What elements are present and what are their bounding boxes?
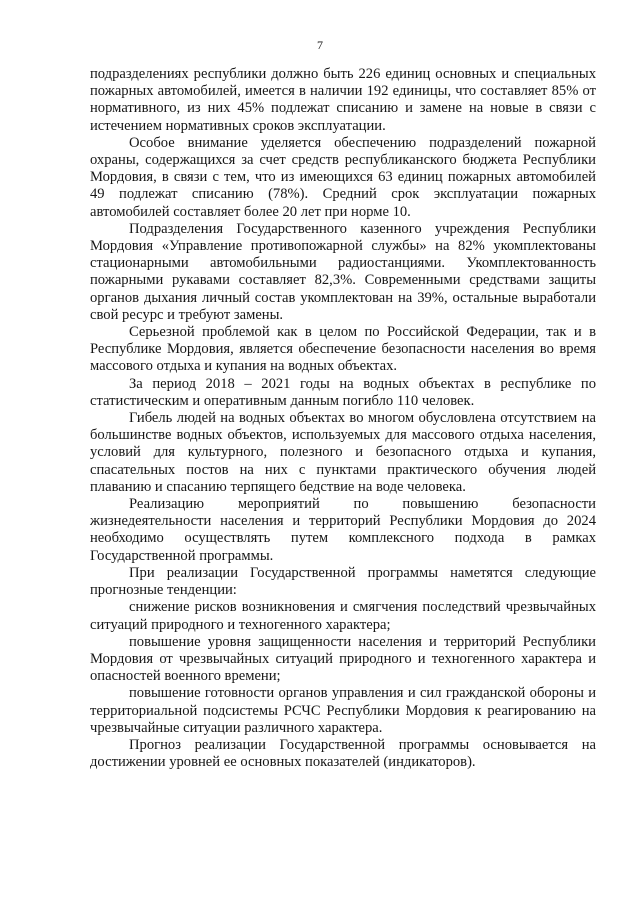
paragraph-3: Подразделения Государственного казенного учреждения Республики Мордовия «Управление противопожарной службы» на 82% укомплектованы стационарными автомобильными радиостанциями. Укомплектованность пожарными рукавами составляет 82,3%. Современными средствами защиты органов дыхания личный состав укомплектован на 39%, остальные выработали свой ресурс и требуют замены. bbox=[90, 220, 596, 323]
paragraph-1: подразделениях республики должно быть 226 единиц основных и специальных пожарных автомобилей, имеется в наличии 192 единицы, что составляет 85% от нормативного, из них 45% подлежат списанию и замене на новые в связи с истечением нормативных сроков эксплуатации. bbox=[90, 66, 596, 134]
paragraph-10: повышение уровня защищенности населения и территорий Республики Мордовия от чрезвычайных ситуаций природного и техногенного характера и опасностей военного времени; bbox=[90, 633, 596, 685]
paragraph-2: Особое внимание уделяется обеспечению подразделений пожарной охраны, содержащихся за счет средств республиканского бюджета Республики Мордовия, в связи с тем, что из имеющихся 63 единиц пожарных автомобилей 49 подлежат списанию (78%). Средний срок эксплуатации пожарных автомобилей составляет более 20 лет при норме 10. bbox=[90, 134, 596, 220]
document-body bbox=[90, 66, 596, 771]
paragraph-12: Прогноз реализации Государственной программы основывается на достижении уровней ее основных показателей (индикаторов). bbox=[90, 736, 596, 771]
page-number: 7 bbox=[317, 38, 323, 52]
paragraph-4: Серьезной проблемой как в целом по Российской Федерации, так и в Республике Мордовия, является обеспечение безопасности населения во время массового отдыха и купания на водных объектах. bbox=[90, 324, 596, 375]
paragraph-7: Реализацию мероприятий по повышению безопасности жизнедеятельности населения и территорий Республики Мордовия до 2024 необходимо осуществлять путем комплексного подхода в рамках Государственной программы. bbox=[90, 496, 596, 564]
paragraph-11: повышение готовности органов управления и сил гражданской обороны и территориальной подсистемы РСЧС Республики Мордовия к реагированию на чрезвычайные ситуации различного характера. bbox=[90, 685, 596, 736]
paragraph-8: При реализации Государственной программы наметятся следующие прогнозные тенденции: bbox=[90, 564, 596, 599]
paragraph-6: Гибель людей на водных объектах во многом обусловлена отсутствием на большинстве водных объектов, используемых для массового отдыха населения, условий для культурного, полезного и безопасного отдыха и купания, спасательных постов на них с пунктами практического обучения людей плаванию и спасанию терпящего бедствие на воде человека. bbox=[90, 410, 596, 495]
paragraph-9: снижение рисков возникновения и смягчения последствий чрезвычайных ситуаций природного и техногенного характера; bbox=[90, 599, 596, 633]
paragraph-5: За период 2018 – 2021 годы на водных объектах в республике по статистическим и оперативным данным погибло 110 человек. bbox=[90, 375, 596, 409]
